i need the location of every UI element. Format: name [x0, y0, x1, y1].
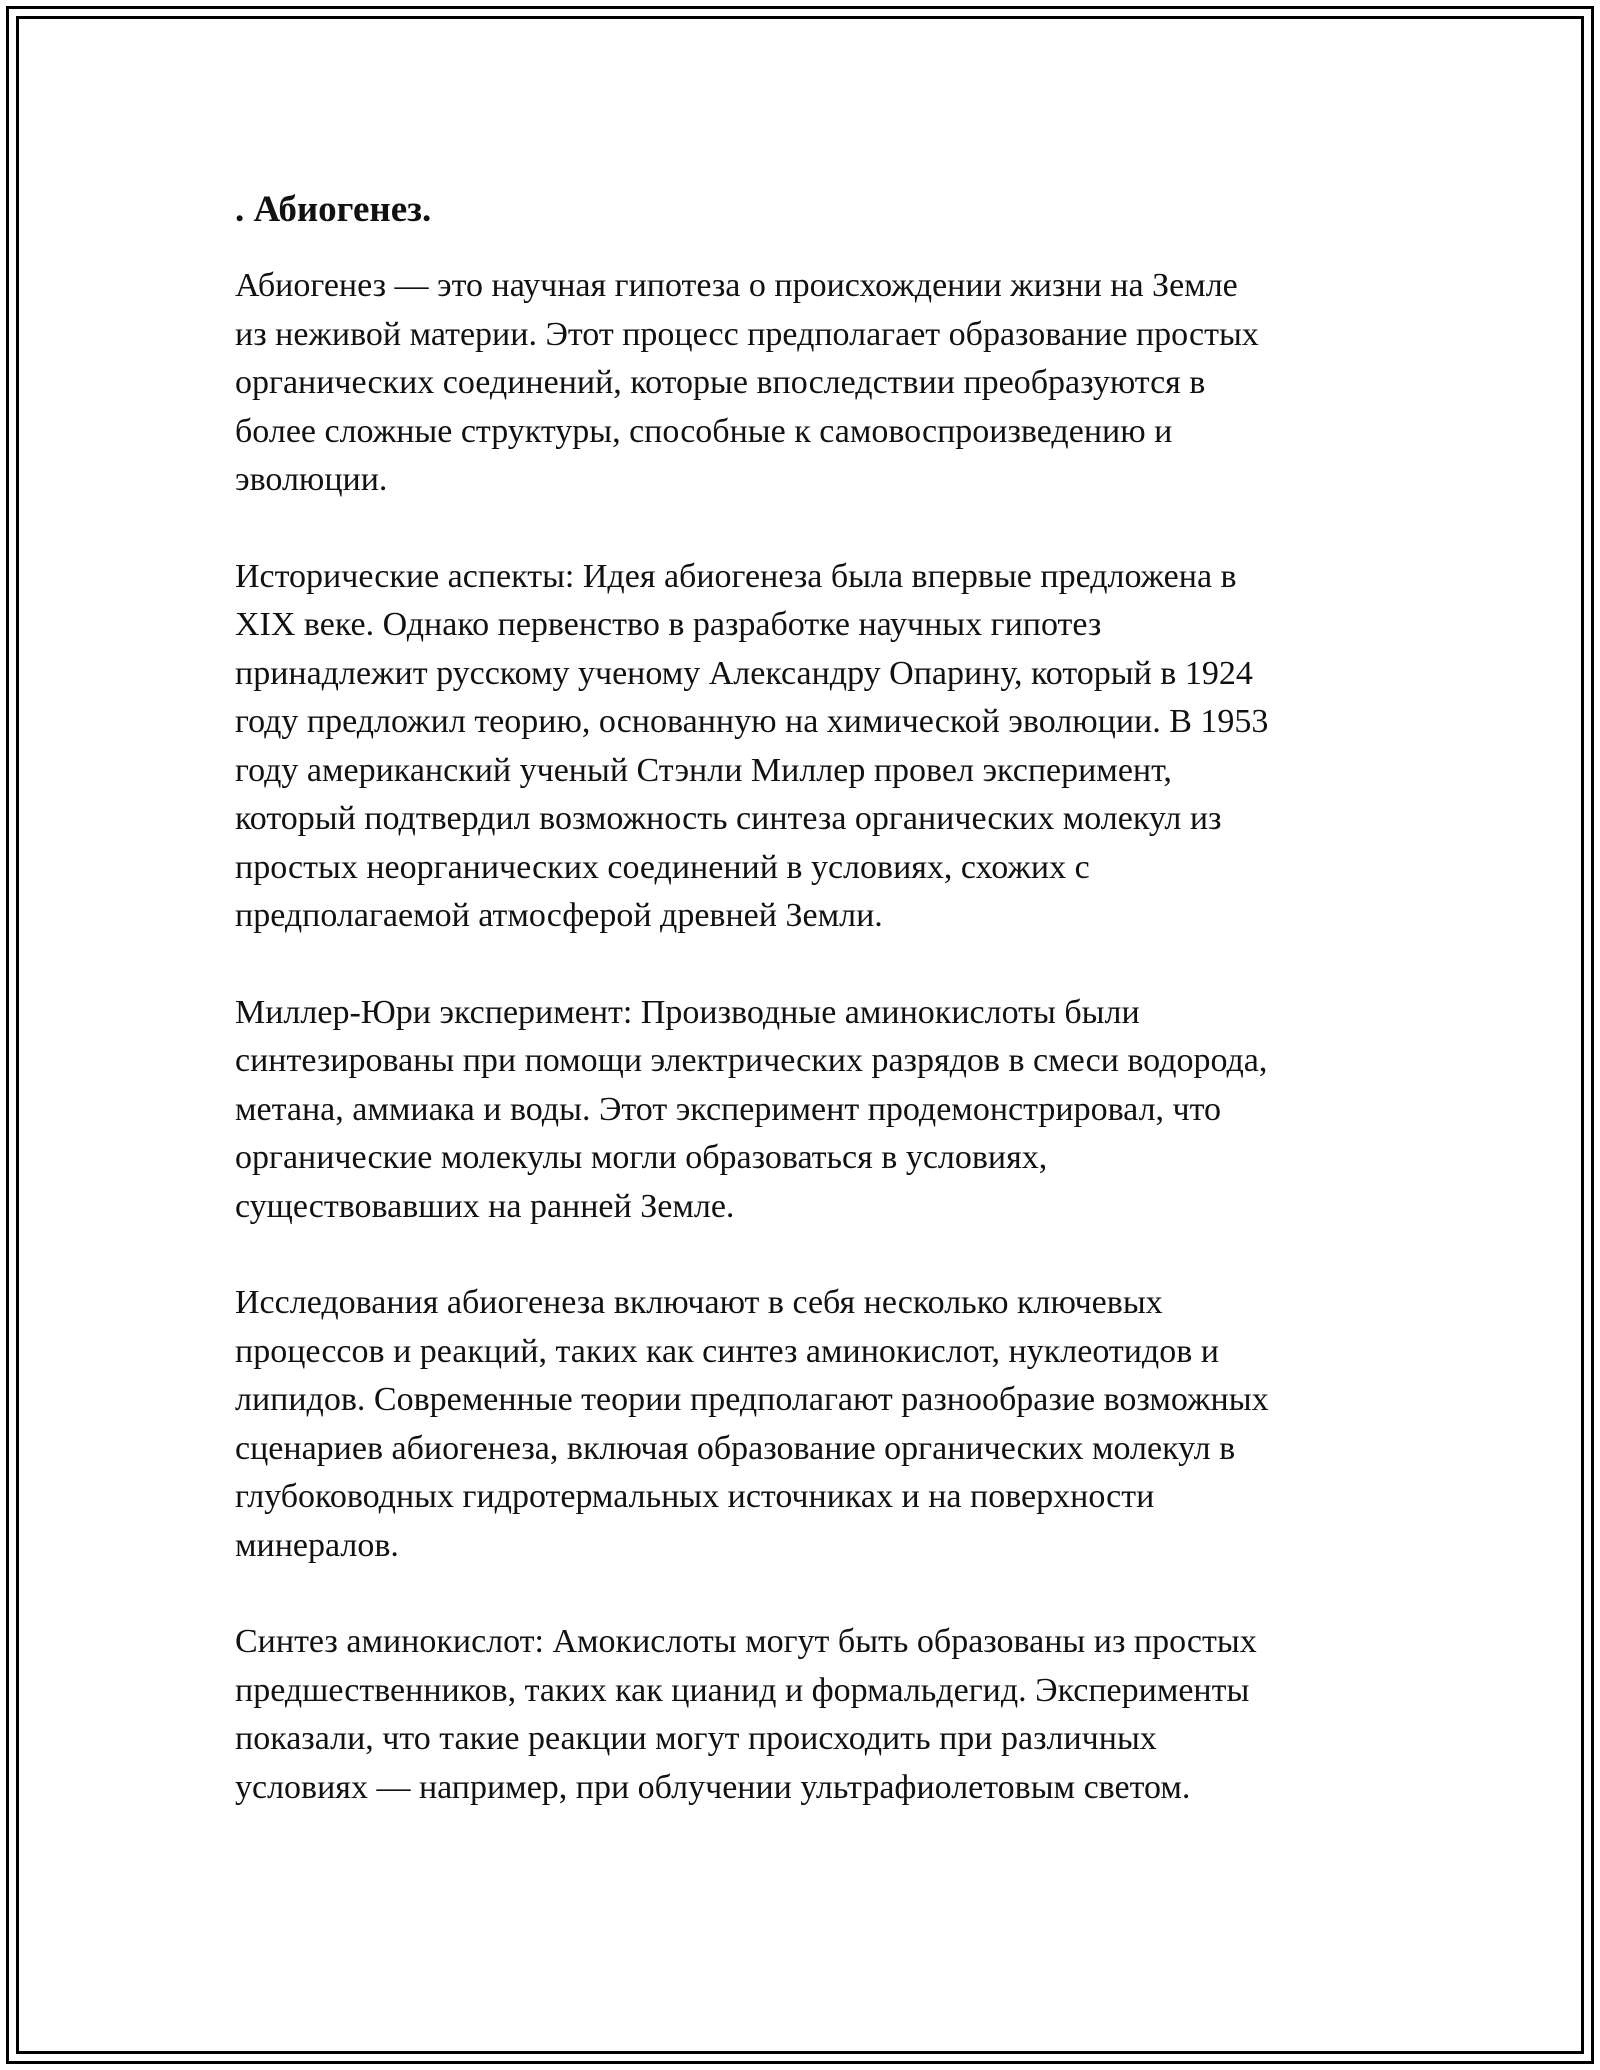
paragraph-historical-aspects: Исторические аспекты: Идея абиогенеза была впервые предложена в XIX веке. Однако первенство в разработке научных гипотез принадлежит русскому ученому Александру Опарину, который в 1924 году предложил теорию, основанную на химической эволюции. В 1953 году американский ученый Стэнли Миллер провел эксперимент, который подтвердил возможность синтеза органических молекул из простых неорганических соединений в условиях, схожих с предполагаемой атмосферой древней Земли. — [235, 557, 1269, 934]
paragraph-amino-acid-synthesis: Синтез аминокислот: Амокислоты могут быть образованы из простых предшественников, таких как цианид и формальдегид. Эксперименты показали, что такие реакции могут происходить при различных условиях — например, при облучении ультрафиолетовым светом. — [235, 1623, 1257, 1806]
document-title: . Абиогенез. — [235, 189, 432, 230]
paragraph-miller-urey-experiment: Миллер-Юри эксперимент: Производные аминокислоты были синтезированы при помощи электрических разрядов в смеси водорода, метана, аммиака и воды. Этот эксперимент продемонстрировал, что органические молекулы могли образоваться в условиях, существовавших на ранней Земле. — [235, 993, 1268, 1225]
document-body — [235, 186, 1385, 1860]
paragraph-definition: Абиогенез — это научная гипотеза о происхождении жизни на Земле из неживой материи. Этот процесс предполагает образование простых органических соединений, которые впоследствии преобразуются в более сложные структуры, способные к самовоспроизведению и эволюции. — [235, 267, 1259, 498]
paragraph-research: Исследования абиогенеза включают в себя несколько ключевых процессов и реакций, таких как синтез аминокислот, нуклеотидов и липидов. Современные теории предполагают разнообразие возможных сценариев абиогенеза, включая образование органических молекул в глубоководных гидротермальных источниках и на поверхности минералов. — [235, 1284, 1269, 1564]
